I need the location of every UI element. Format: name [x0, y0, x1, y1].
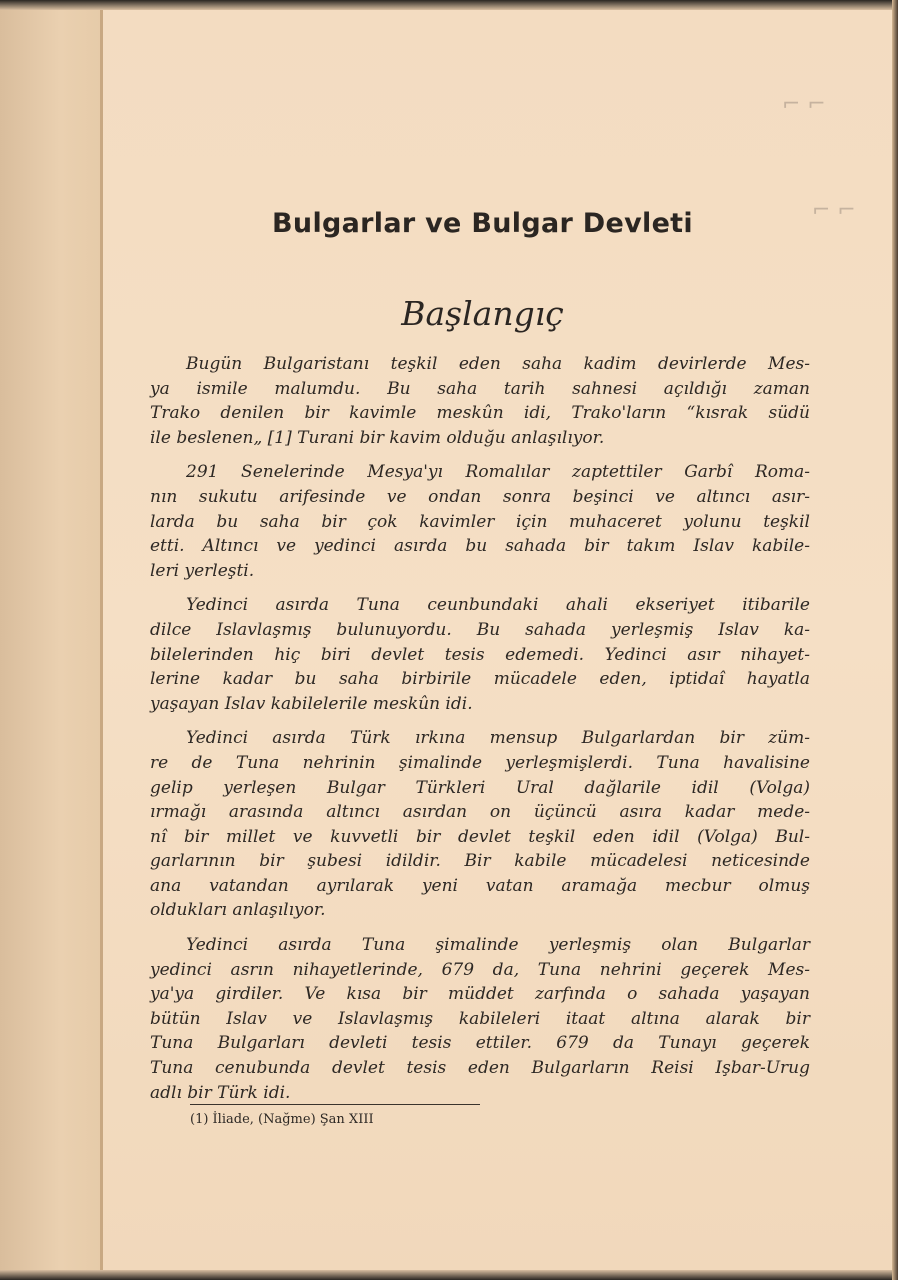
paragraph-line: Bugün Bulgaristanı teşkil eden saha kadim devirlerde Mes-	[186, 354, 810, 374]
paragraph-line: garlarının bir şubesi idildir. Bir kabile mücadelesi neticesinde	[150, 851, 810, 872]
paragraph-line: 291 Senelerinde Mesya'yı Romalılar zaptettiler Garbî Roma-	[186, 462, 810, 483]
section-heading: Başlangıç	[401, 294, 564, 333]
paragraph-line: gelip yerleşen Bulgar Türkleri Ural dağlarile idil (Volga)	[150, 777, 810, 798]
paragraph-line: ana vatandan ayrılarak yeni vatan aramağa mecbur olmuş	[150, 875, 810, 896]
paragraph-line: ile beslenen„ [1] Turani bir kavim olduğu anlaşılıyor.	[150, 427, 605, 448]
paragraph-line: bütün Islav ve Islavlaşmış kabileleri itaat altına alarak bir	[150, 1008, 810, 1029]
paragraph-line: Tuna cenubunda devlet tesis eden Bulgarların Reisi Işbar-Urug	[150, 1058, 810, 1079]
paragraph-line: nın sukutu arifesinde ve ondan sonra beşinci ve altıncı asır-	[150, 486, 810, 507]
page-bottom-edge	[0, 1270, 898, 1280]
footnote: (1) İliade, (Nağme) Şan XIII	[190, 1112, 374, 1127]
paragraph-line: bilelerinden hiç biri devlet tesis edemedi. Yedinci asır nihayet-	[150, 644, 810, 665]
paragraph-line: oldukları anlaşılıyor.	[150, 900, 326, 921]
paragraph-line: leri yerleşti.	[150, 560, 255, 581]
paragraph	[150, 460, 810, 583]
paragraph	[150, 933, 810, 1105]
paragraph-line: ya'ya girdiler. Ve kısa bir müddet zarfında o sahada yaşayan	[150, 984, 810, 1005]
paragraph-line: etti. Altıncı ve yedinci asırda bu sahada bir takım Islav kabile-	[150, 536, 810, 557]
paragraph-line: yedinci asrın nihayetlerinde, 679 da, Tuna nehrini geçerek Mes-	[150, 959, 810, 980]
paragraph-line: lerine kadar bu saha birbirile mücadele eden, iptidaî hayatla	[150, 669, 810, 690]
page-title: Bulgarlar ve Bulgar Devleti	[272, 208, 693, 239]
paragraph	[150, 593, 810, 716]
paragraph-line: re de Tuna nehrinin şimalinde yerleşmişlerdi. Tuna havalisine	[150, 752, 810, 773]
paragraph-line: yaşayan Islav kabilelerile meskûn idi.	[150, 693, 473, 714]
paragraph-line: Trako denilen bir kavimle meskûn idi, Trako'ların “kısrak südü	[150, 403, 810, 424]
pencil-annotation-mark: ⌐ ⌐	[782, 92, 826, 117]
paragraph-line: dilce Islavlaşmış bulunuyordu. Bu sahada yerleşmiş Islav ka-	[150, 619, 810, 640]
paragraph-line: Yedinci asırda Türk ırkına mensup Bulgarlardan bir züm-	[186, 728, 810, 749]
page-top-edge	[0, 0, 898, 10]
paragraph-line: Yedinci asırda Tuna ceunbundaki ahali ekseriyet itibarile	[186, 595, 810, 616]
paragraph	[150, 352, 810, 450]
body-text	[150, 352, 810, 1115]
paragraph-line: ırmağı arasında altıncı asırdan on üçüncü asıra kadar mede-	[150, 802, 810, 823]
paragraph-line: ya ismile malumdu. Bu saha tarih sahnesi açıldığı zaman	[150, 378, 810, 399]
paragraph	[150, 726, 810, 923]
page-left-margin	[0, 0, 100, 1280]
pencil-annotation-mark: ⌐ ⌐	[812, 198, 856, 223]
page-right-edge	[892, 0, 898, 1280]
paragraph-line: larda bu saha bir çok kavimler için muhaceret yolunu teşkil	[150, 511, 810, 532]
paragraph-line: adlı bir Türk idi.	[150, 1082, 291, 1103]
paragraph-line: Yedinci asırda Tuna şimalinde yerleşmiş olan Bulgarlar	[186, 935, 810, 956]
paragraph-line: Tuna Bulgarları devleti tesis ettiler. 679 da Tunayı geçerek	[150, 1033, 810, 1054]
paragraph-line: nî bir millet ve kuvvetli bir devlet teşkil eden idil (Volga) Bul-	[150, 826, 810, 847]
footnote-divider	[190, 1104, 480, 1105]
